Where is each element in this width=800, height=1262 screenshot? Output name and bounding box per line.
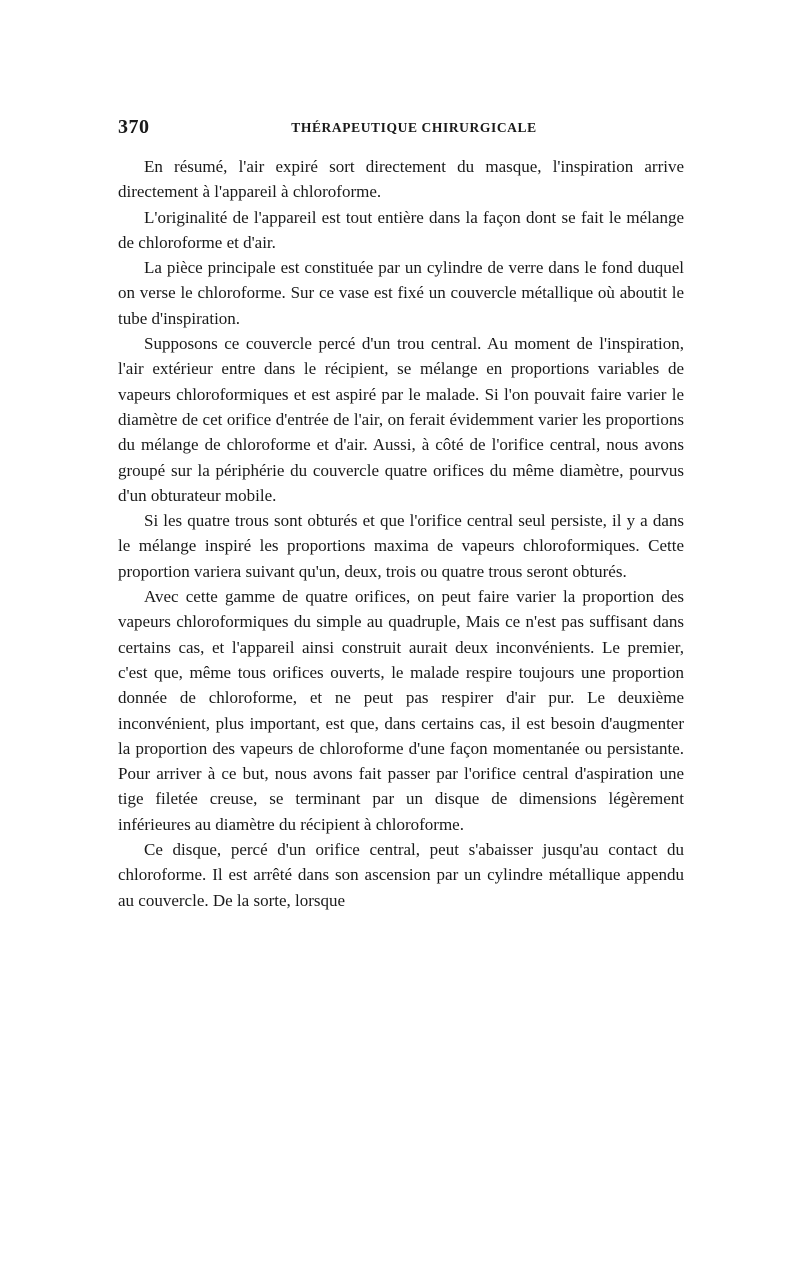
paragraph-summary: En résumé, l'air expiré sort directement du masque, l'inspiration arrive directement à l'appareil à chloroforme. [118, 157, 684, 202]
running-head [118, 116, 684, 144]
body-text [118, 154, 684, 913]
paragraph-disc: Ce disque, percé d'un orifice central, peut s'abaisser jusqu'au contact du chloroforme. Il est arrêté dans son ascension par un cylindre métallique appendu au couvercle. De la sorte, lorsque [118, 840, 684, 910]
running-title: THÉRAPEUTIQUE CHIRURGICALE [291, 120, 537, 135]
paragraph-central-hole: Supposons ce couvercle percé d'un trou central. Au moment de l'inspiration, l'air extérieur entre dans le récipient, se mélange en proportions variables de vapeurs chloroformiques et est aspiré par le malade. Si l'on pouvait faire varier le diamètre de cet orifice d'entrée de l'air, on ferait évidemment varier les proportions du mélange de chloroforme et d'air. Aussi, à côté de l'orifice central, nous avons groupé sur la périphérie du couvercle quatre orifices du même diamètre, pourvus d'un obturateur mobile. [118, 334, 684, 505]
paragraph-main-piece: La pièce principale est constituée par un cylindre de verre dans le fond duquel on verse le chloroforme. Sur ce vase est fixé un couvercle métallique où aboutit le tube d'inspiration. [118, 258, 684, 328]
paragraph-four-holes: Si les quatre trous sont obturés et que l'orifice central seul persiste, il y a dans le mélange inspiré les proportions maxima de vapeurs chloroformiques. Cette proportion variera suivant qu'un, deux, trois ou quatre trous seront obturés. [118, 511, 684, 581]
paragraph-originality: L'originalité de l'appareil est tout entière dans la façon dont se fait le mélange de chloroforme et d'air. [118, 207, 684, 252]
page-number: 370 [118, 116, 150, 138]
paragraph-orifice-range: Avec cette gamme de quatre orifices, on peut faire varier la proportion des vapeurs chloroformiques du simple au quadruple, Mais ce n'est pas suffisant dans certains cas, et l'appareil ainsi construit aurait deux inconvénients. Le premier, c'est que, même tous orifices ouverts, le malade respire toujours une proportion donnée de chloroforme, et ne peut pas respirer d'air pur. Le deuxième inconvénient, plus important, est que, dans certains cas, il est besoin d'augmenter la proportion des vapeurs de chloroforme d'une façon momentanée ou persistante. Pour arriver à ce but, nous avons fait passer par l'orifice central d'aspiration une tige filetée creuse, se terminant par un disque de dimensions légèrement inférieures au diamètre du récipient à chloroforme. [118, 587, 684, 834]
